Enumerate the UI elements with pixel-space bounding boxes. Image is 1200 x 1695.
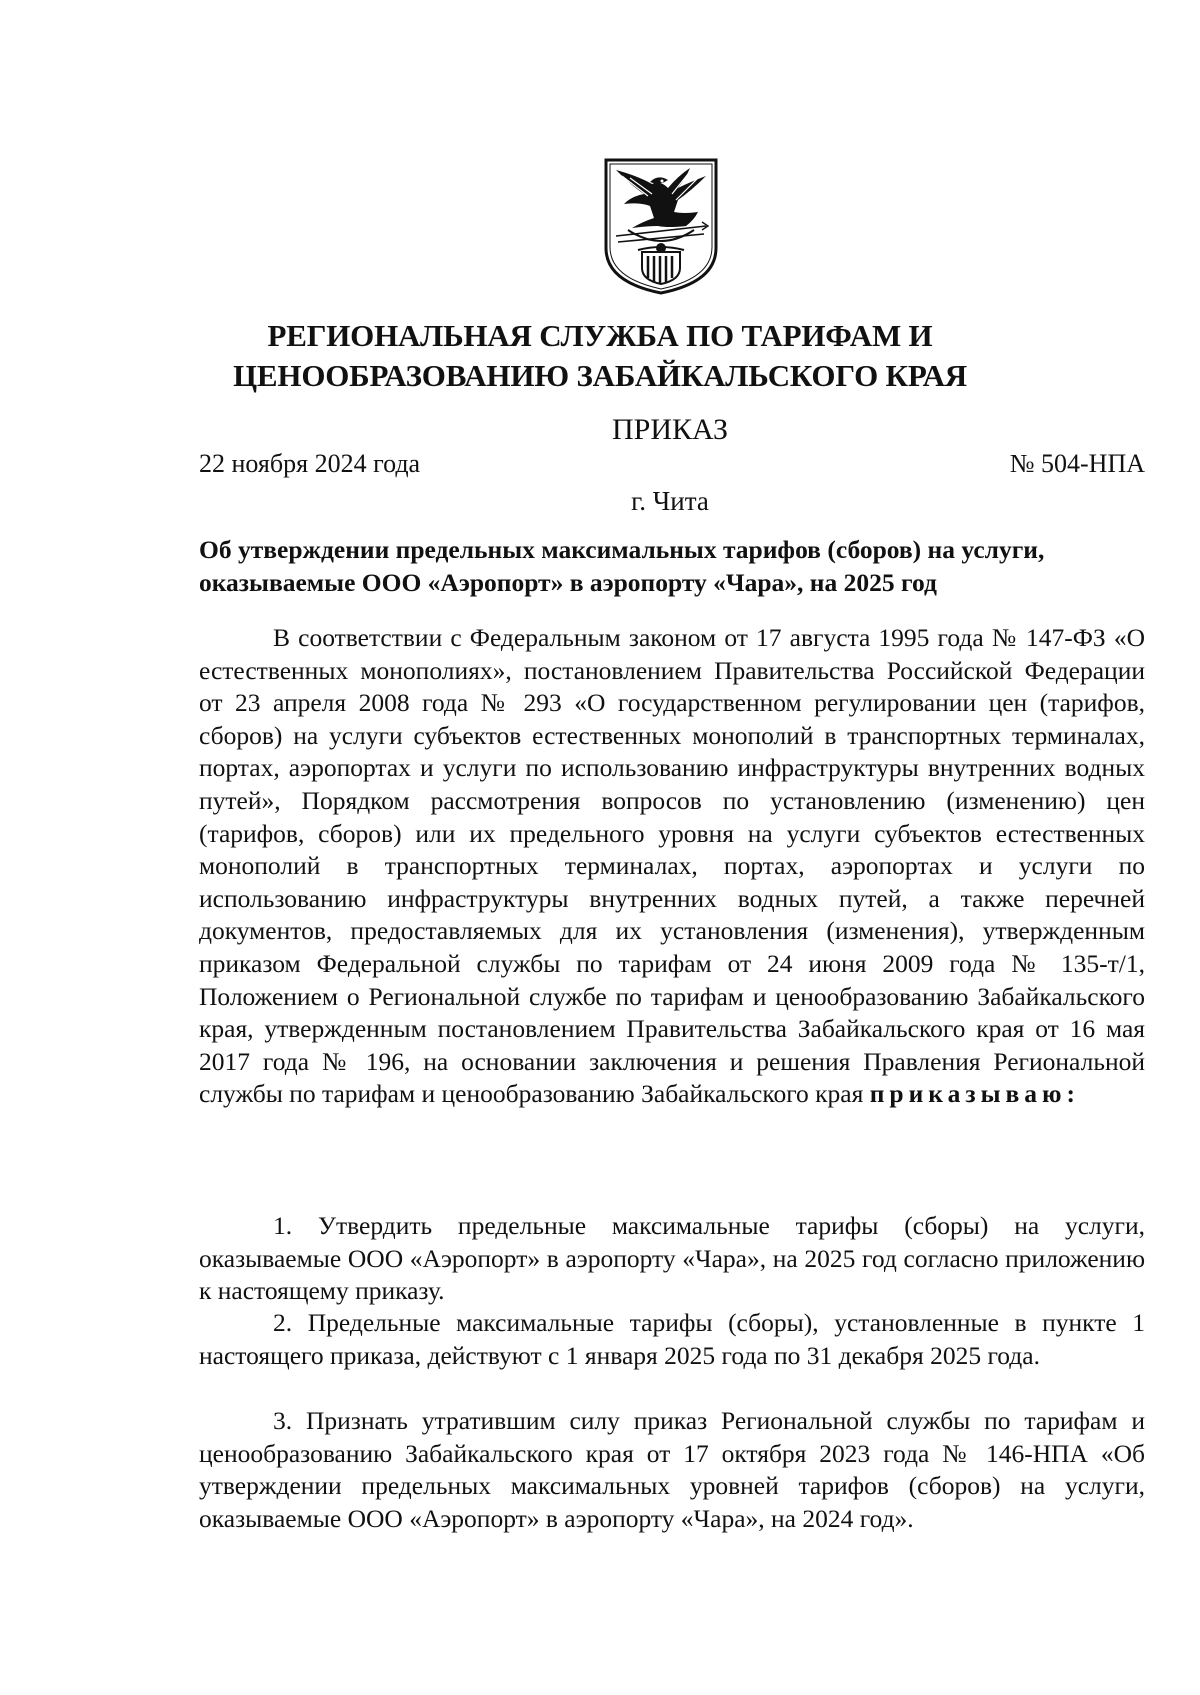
order-word: приказываю: xyxy=(869,1079,1080,1109)
preamble-paragraph xyxy=(199,622,1145,1111)
order-item-2 xyxy=(199,1307,1145,1372)
order-item-text: 1. Утвердить предельные максимальные тарифы (сборы) на услуги, оказываемые ООО «Аэропорт» в аэропорту «Чара», на 2025 год согласно приложению к настоящему приказу. xyxy=(199,1211,1145,1306)
coat-of-arms-icon xyxy=(602,156,720,296)
order-item-text: 3. Признать утратившим силу приказ Региональной службы по тарифам и ценообразованию Забайкальского края от 17 октября 2023 года № 146-НПА «Об утверждении предельных максимальных уровней тарифов (сборов) на услуги, оказываемые ООО «Аэропорт» в аэропорту «Чара», на 2024 год». xyxy=(199,1406,1145,1533)
organization-name-line-1: РЕГИОНАЛЬНАЯ СЛУЖБА ПО ТАРИФАМ И xyxy=(267,318,933,353)
preamble-text: В соответствии с Федеральным законом от 17 августа 1995 года № 147-ФЗ «О естественных монополиях», постановлением Правительства Российской Федерации от 23 апреля 2008 года № 293 «О государственном регулировании цен (тарифов, сборов) на услуги субъектов естественных монополий в транспортных терминалах, портах, аэропортах и услуги по использованию инфраструктуры внутренних водных путей», Порядком рассмотрения вопросов по установлению (изменению) цен (тарифов, сборов) или их предельного уровня на услуги субъектов естественных монополий в транспортных терминалах, портах, аэропортах и услуги по использованию инфраструктуры внутренних водных путей, а также перечней документов, предоставляемых для их установления (изменения), утвержденным приказом Федеральной службы по тарифам от 24 июня 2009 года № 135-т/1, Положением о Региональной службе по тарифам и ценообразованию Забайкальского края, утвержденным постановлением Правительства Забайкальского края от 16 мая 2017 года № 196, на основании заключения и решения Правления Региональной службы по тарифам и ценообразованию Забайкальского края xyxy=(199,623,1145,1109)
document-number: № 504-НПА xyxy=(1009,449,1145,478)
order-item-text: 2. Предельные максимальные тарифы (сборы), установленные в пункте 1 настоящего приказа, действуют с 1 января 2025 года по 31 декабря 2025 года. xyxy=(199,1308,1145,1370)
document-date: 22 ноября 2024 года xyxy=(199,449,421,478)
document-title: Об утверждении предельных максимальных тарифов (сборов) на услуги, оказываемые ООО «Аэропорт» в аэропорту «Чара», на 2025 год xyxy=(199,535,1045,597)
document-type: ПРИКАЗ xyxy=(612,413,728,446)
document-city: г. Чита xyxy=(631,486,709,516)
order-item-1 xyxy=(199,1210,1145,1308)
order-item-3 xyxy=(199,1405,1145,1535)
organization-name-line-2: ЦЕНООБРАЗОВАНИЮ ЗАБАЙКАЛЬСКОГО КРАЯ xyxy=(233,358,967,393)
